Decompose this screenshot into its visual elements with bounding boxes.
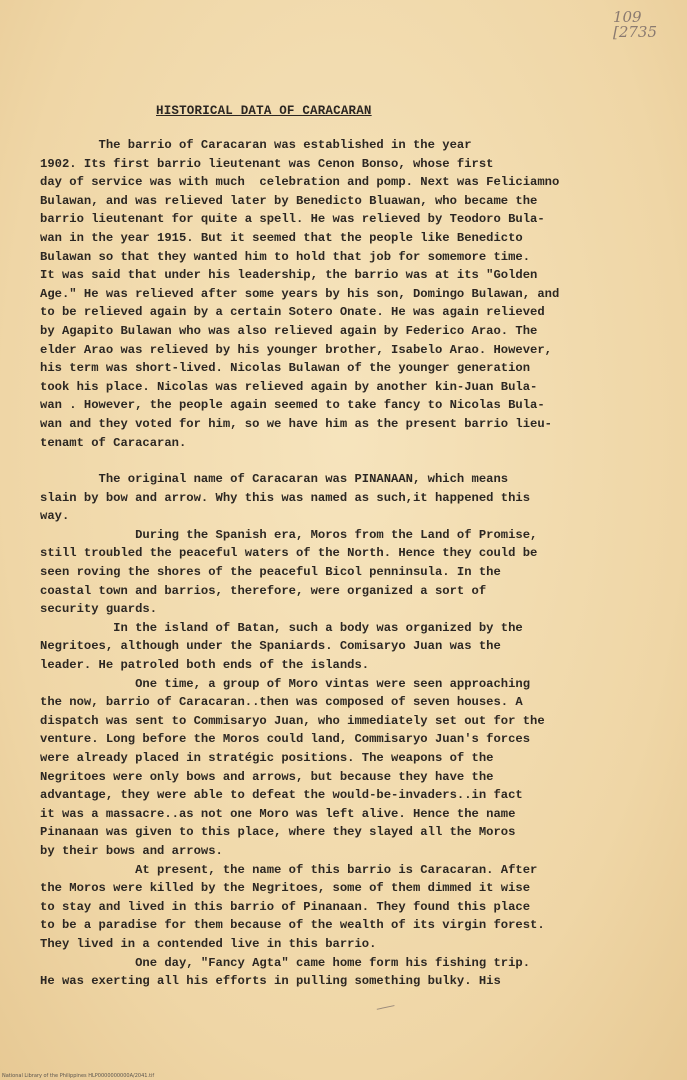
text-line: day of service was with much celebration and pomp. Next was Feliciamno (40, 175, 560, 190)
text-line: One time, a group of Moro vintas were seen approaching (40, 676, 531, 691)
paragraph (40, 675, 640, 861)
text-line: the now, barrio of Caracaran..then was composed of seven houses. A (40, 695, 523, 710)
document-body (40, 136, 640, 991)
text-line: One day, "Fancy Agta" came home form his fishing trip. (40, 955, 531, 970)
text-line: wan . However, the people again seemed to take fancy to Nicolas Bula- (40, 398, 545, 413)
stray-pen-mark (375, 999, 394, 1010)
paragraph (40, 136, 640, 452)
text-line: slain by bow and arrow. Why this was named as such,it happened this (40, 490, 531, 505)
document-title: HISTORICAL DATA OF CARACARAN (156, 104, 372, 118)
text-line: by their bows and arrows. (40, 843, 223, 858)
text-line: Negritoes, although under the Spaniards. Comisaryo Juan was the (40, 639, 501, 654)
text-line: it was a massacre..as not one Moro was left alive. Hence the name (40, 806, 516, 821)
text-line: his term was short-lived. Nicolas Bulawan of the younger generation (40, 361, 531, 376)
paragraph (40, 470, 640, 526)
text-line: leader. He patroled both ends of the islands. (40, 658, 370, 673)
paragraph-gap (40, 452, 640, 470)
text-line: During the Spanish era, Moros from the Land of Promise, (40, 527, 538, 542)
text-line: elder Arao was relieved by his younger brother, Isabelo Arao. However, (40, 342, 552, 357)
text-line: wan and they voted for him, so we have him as the present barrio lieu- (40, 416, 552, 431)
text-line: way. (40, 509, 70, 524)
text-line: to stay and lived in this barrio of Pinanaan. They found this place (40, 899, 531, 914)
page-number: 109 (612, 8, 642, 26)
paragraph (40, 619, 640, 675)
text-line: still troubled the peaceful waters of the North. Hence they could be (40, 546, 538, 561)
text-line: Pinanaan was given to this place, where they slayed all the Moros (40, 825, 516, 840)
text-line: 1902. Its first barrio lieutenant was Cenon Bonso, whose first (40, 156, 494, 171)
text-line: were already placed in stratégic positions. The weapons of the (40, 751, 494, 765)
catalog-number: [2735 (612, 23, 657, 41)
text-line: by Agapito Bulawan who was also relieved again by Federico Arao. The (40, 323, 538, 338)
text-line: to be a paradise for them because of the wealth of its virgin forest. (40, 918, 545, 933)
text-line: advantage, they were able to defeat the would-be-invaders..in fact (40, 788, 523, 803)
text-line: barrio lieutenant for quite a spell. He was relieved by Teodoro Bula- (40, 212, 545, 227)
text-line: It was said that under his leadership, the barrio was at its "Golden (40, 268, 538, 283)
text-line: coastal town and barrios, therefore, were organized a sort of (40, 583, 487, 598)
text-line: wan in the year 1915. But it seemed that the people like Benedicto (40, 230, 523, 245)
text-line: He was exerting all his efforts in pulling something bulky. His (40, 974, 501, 989)
text-line: They lived in a contended live in this barrio. (40, 936, 377, 951)
text-line: Bulawan so that they wanted him to hold that job for somemore time. (40, 249, 531, 264)
text-line: Bulawan, and was relieved later by Benedicto Bluawan, who became the (40, 193, 538, 208)
text-line: venture. Long before the Moros could land, Commisaryo Juan's forces (40, 732, 531, 747)
text-line: security guards. (40, 602, 158, 617)
handwritten-page-number (613, 10, 657, 40)
paragraph (40, 954, 640, 991)
text-line: The original name of Caracaran was PINANAAN, which means (40, 472, 509, 487)
scan-footer: National Library of the Philippines HLP0000000000A/2041.tif (2, 1073, 155, 1079)
paragraph (40, 861, 640, 954)
text-line: dispatch was sent to Commisaryo Juan, who immediately set out for the (40, 713, 545, 728)
text-line: Age." He was relieved after some years by his son, Domingo Bulawan, and (40, 286, 560, 301)
text-line: The barrio of Caracaran was established in the year (40, 138, 472, 152)
text-line: to be relieved again by a certain Sotero Onate. He was again relieved (40, 305, 545, 320)
text-line: the Moros were killed by the Negritoes, some of them dimmed it wise (40, 881, 531, 896)
text-line: In the island of Batan, such a body was organized by the (40, 620, 523, 635)
text-line: seen roving the shores of the peaceful Bicol penninsula. In the (40, 565, 501, 580)
text-line: At present, the name of this barrio is Caracaran. After (40, 862, 538, 877)
text-line: Negritoes were only bows and arrows, but because they have the (40, 769, 494, 784)
paragraph (40, 526, 640, 619)
text-line: took his place. Nicolas was relieved again by another kin-Juan Bula- (40, 379, 538, 394)
text-line: tenamt of Caracaran. (40, 435, 187, 450)
